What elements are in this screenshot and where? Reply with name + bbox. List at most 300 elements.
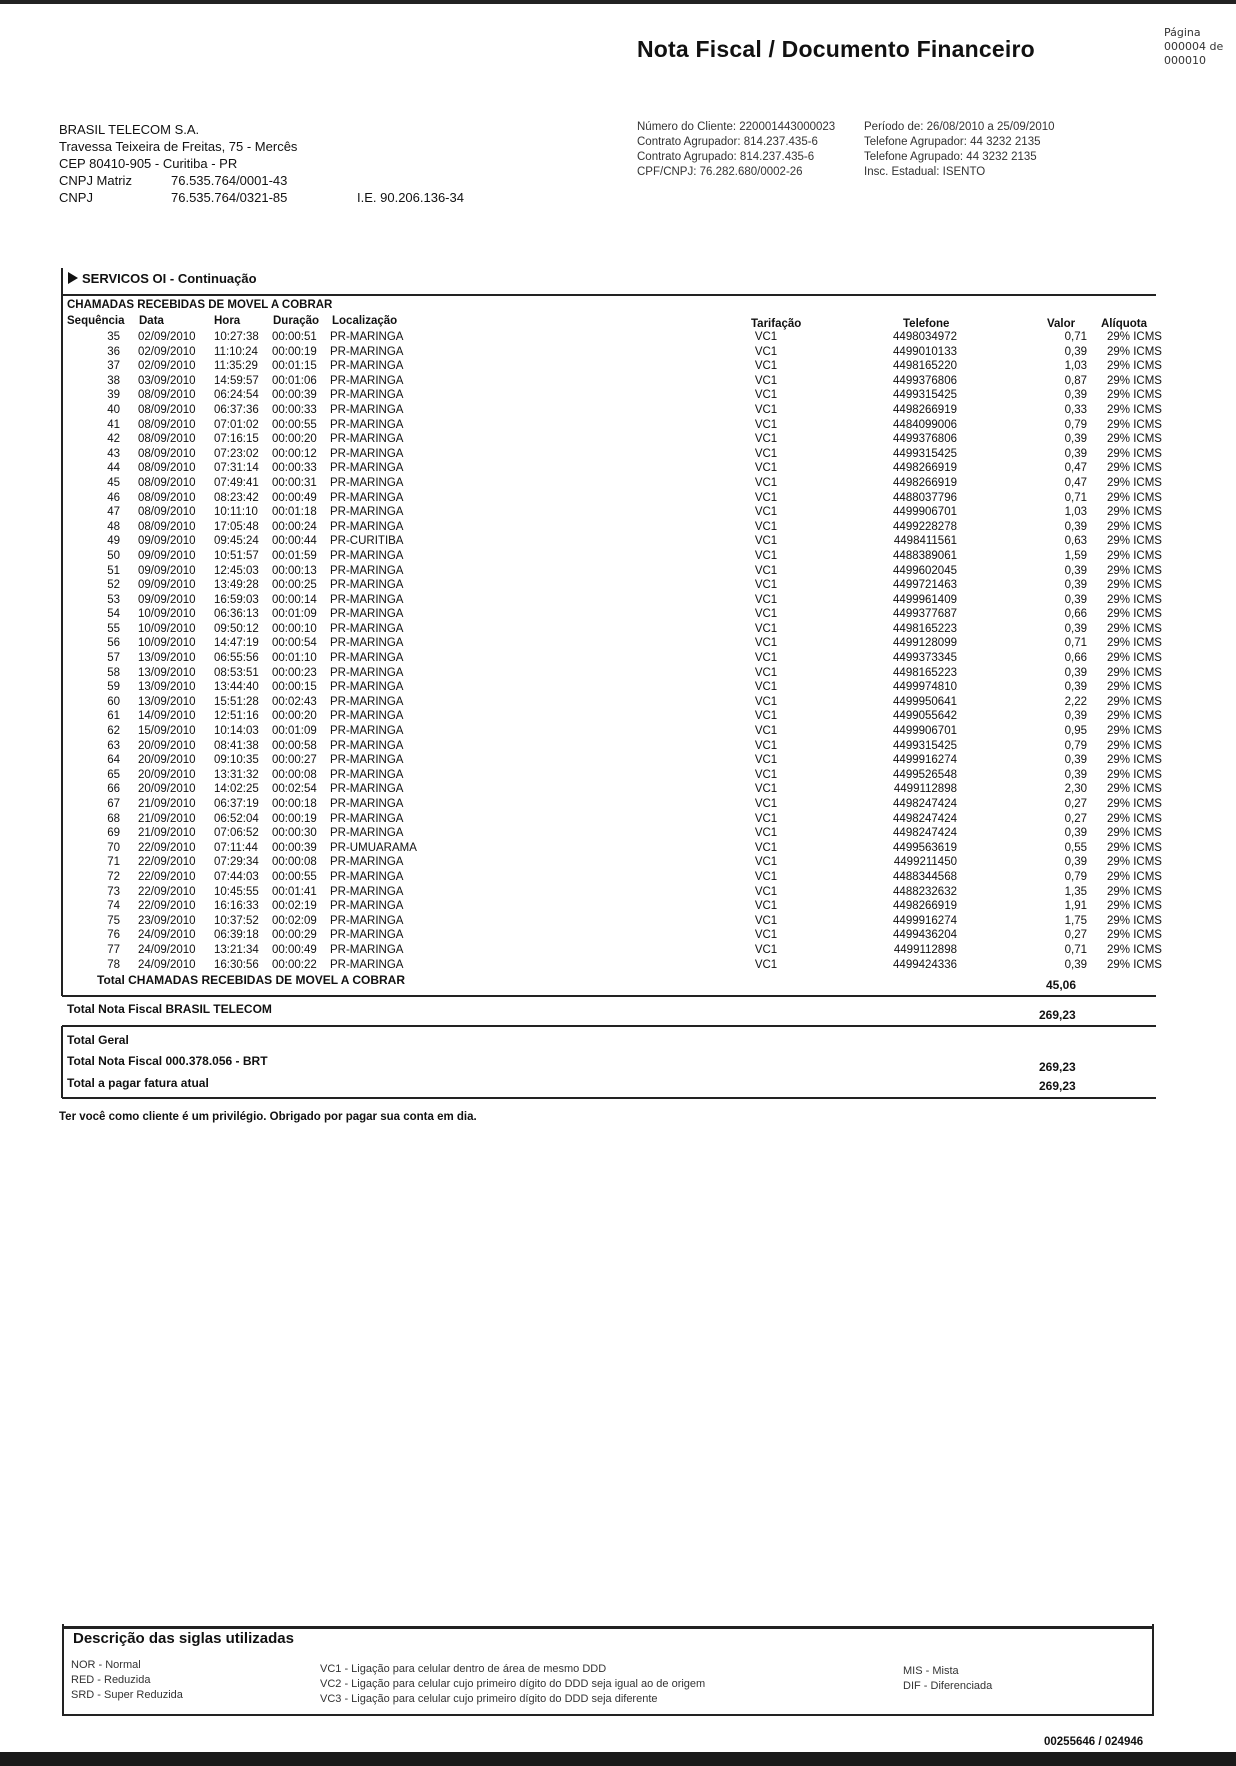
table-row bbox=[64, 403, 1177, 418]
legend-item: VC2 - Ligação para celular cujo primeiro dígito do DDD seja igual ao de origem bbox=[320, 1678, 706, 1690]
call-location: PR-MARINGA bbox=[330, 579, 404, 592]
call-rate: 29% ICMS bbox=[1107, 695, 1162, 708]
call-tariff: VC1 bbox=[754, 666, 778, 679]
table-row bbox=[64, 709, 1177, 724]
call-phone: 4499315425 bbox=[893, 389, 957, 402]
call-value: 0,79 bbox=[1064, 870, 1087, 883]
call-value: 0,79 bbox=[1064, 418, 1087, 431]
call-date: 09/09/2010 bbox=[138, 593, 196, 606]
call-time: 10:14:03 bbox=[214, 725, 259, 738]
phone-agrupado: Telefone Agrupado: 44 3232 2135 bbox=[864, 151, 1037, 163]
call-tariff: VC1 bbox=[754, 360, 778, 373]
call-rate: 29% ICMS bbox=[1107, 929, 1162, 942]
call-tariff: VC1 bbox=[754, 958, 778, 971]
call-time: 13:44:40 bbox=[214, 681, 259, 694]
call-tariff: VC1 bbox=[754, 374, 778, 387]
call-location: PR-MARINGA bbox=[330, 331, 404, 343]
table-row bbox=[64, 622, 1177, 637]
call-value: 2,22 bbox=[1064, 695, 1087, 708]
call-location: PR-MARINGA bbox=[330, 374, 404, 387]
call-seq: 46 bbox=[107, 491, 120, 504]
call-date: 08/09/2010 bbox=[138, 447, 196, 460]
call-date: 03/09/2010 bbox=[138, 374, 196, 387]
call-duration: 00:00:30 bbox=[272, 827, 317, 840]
call-seq: 36 bbox=[107, 345, 120, 358]
table-row bbox=[64, 607, 1177, 622]
call-phone: 4499055642 bbox=[893, 710, 957, 723]
call-time: 12:51:16 bbox=[214, 710, 259, 723]
call-date: 22/09/2010 bbox=[138, 900, 196, 913]
call-rate: 29% ICMS bbox=[1107, 564, 1162, 577]
legend-item: VC1 - Ligação para celular dentro de área de mesmo DDD bbox=[320, 1663, 607, 1675]
call-duration: 00:00:33 bbox=[272, 403, 317, 416]
call-date: 08/09/2010 bbox=[138, 403, 196, 416]
section-title bbox=[68, 271, 257, 286]
call-location: PR-MARINGA bbox=[330, 403, 404, 416]
col-header-rate: Alíquota bbox=[1101, 318, 1147, 330]
call-date: 08/09/2010 bbox=[138, 389, 196, 402]
call-phone: 4499950641 bbox=[893, 695, 957, 708]
call-phone: 4499315425 bbox=[893, 739, 957, 752]
call-value: 0,33 bbox=[1064, 403, 1087, 416]
call-date: 20/09/2010 bbox=[138, 768, 196, 781]
call-phone: 4499128099 bbox=[893, 637, 957, 650]
call-rate: 29% ICMS bbox=[1107, 389, 1162, 402]
phone-agrupador: Telefone Agrupador: 44 3232 2135 bbox=[864, 136, 1041, 148]
call-value: 0,39 bbox=[1064, 666, 1087, 679]
call-phone: 4488232632 bbox=[893, 885, 957, 898]
call-value: 0,39 bbox=[1064, 622, 1087, 635]
table-row bbox=[64, 447, 1177, 462]
call-tariff: VC1 bbox=[754, 914, 778, 927]
table-row bbox=[64, 885, 1177, 900]
table-row bbox=[64, 928, 1177, 943]
call-value: 1,91 bbox=[1064, 900, 1087, 913]
table-row bbox=[64, 782, 1177, 797]
table-row bbox=[64, 768, 1177, 783]
call-date: 13/09/2010 bbox=[138, 681, 196, 694]
frame-left-border bbox=[61, 268, 63, 996]
call-date: 02/09/2010 bbox=[138, 331, 196, 343]
call-location: PR-MARINGA bbox=[330, 564, 404, 577]
call-time: 07:06:52 bbox=[214, 827, 259, 840]
call-location: PR-MARINGA bbox=[330, 418, 404, 431]
call-phone: 4499112898 bbox=[893, 783, 957, 796]
col-header-seq: Sequência bbox=[67, 315, 125, 327]
call-location: PR-MARINGA bbox=[330, 491, 404, 504]
call-duration: 00:00:31 bbox=[272, 476, 317, 489]
call-location: PR-MARINGA bbox=[330, 652, 404, 665]
call-time: 06:55:56 bbox=[214, 652, 259, 665]
table-row bbox=[64, 461, 1177, 476]
call-date: 24/09/2010 bbox=[138, 943, 196, 956]
table-row bbox=[64, 549, 1177, 564]
call-seq: 75 bbox=[107, 914, 120, 927]
call-value: 0,71 bbox=[1064, 491, 1087, 504]
call-phone: 4488389061 bbox=[893, 549, 957, 562]
legend-call-types bbox=[320, 1662, 705, 1707]
table-row bbox=[64, 374, 1177, 389]
call-rate: 29% ICMS bbox=[1107, 885, 1162, 898]
contract-agrupado: Contrato Agrupado: 814.237.435-6 bbox=[637, 151, 815, 163]
call-phone: 4499526548 bbox=[893, 768, 957, 781]
call-tariff: VC1 bbox=[754, 608, 778, 621]
call-tariff: VC1 bbox=[754, 943, 778, 956]
call-location: PR-MARINGA bbox=[330, 958, 404, 971]
call-duration: 00:00:39 bbox=[272, 389, 317, 402]
call-date: 20/09/2010 bbox=[138, 739, 196, 752]
call-date: 02/09/2010 bbox=[138, 345, 196, 358]
table-row bbox=[64, 870, 1177, 885]
call-tariff: VC1 bbox=[754, 798, 778, 810]
call-location: PR-MARINGA bbox=[330, 622, 404, 635]
call-time: 09:10:35 bbox=[214, 754, 259, 767]
call-location: PR-MARINGA bbox=[330, 462, 404, 475]
call-value: 1,03 bbox=[1064, 506, 1087, 519]
call-time: 14:59:57 bbox=[214, 374, 259, 387]
table-row bbox=[64, 476, 1177, 491]
table-row bbox=[64, 914, 1177, 929]
call-value: 0,39 bbox=[1064, 447, 1087, 460]
call-duration: 00:02:19 bbox=[272, 900, 317, 913]
call-rate: 29% ICMS bbox=[1107, 856, 1162, 869]
call-phone: 4499228278 bbox=[893, 520, 957, 533]
call-phone: 4499211450 bbox=[893, 856, 957, 869]
call-time: 15:51:28 bbox=[214, 695, 259, 708]
call-seq: 72 bbox=[107, 870, 120, 883]
col-header-location: Localização bbox=[332, 315, 398, 327]
call-duration: 00:00:49 bbox=[272, 943, 317, 956]
call-tariff: VC1 bbox=[754, 856, 778, 869]
call-time: 11:10:24 bbox=[214, 345, 258, 358]
totals-left-border bbox=[61, 1026, 63, 1098]
call-time: 07:11:44 bbox=[214, 841, 258, 854]
call-phone: 4499906701 bbox=[893, 506, 957, 519]
cnpj-matriz-value: 76.535.764/0001-43 bbox=[171, 173, 288, 188]
call-seq: 37 bbox=[107, 360, 120, 373]
call-rate: 29% ICMS bbox=[1107, 506, 1162, 519]
call-location: PR-MARINGA bbox=[330, 783, 404, 796]
call-time: 07:44:03 bbox=[214, 870, 259, 883]
call-value: 0,55 bbox=[1064, 841, 1087, 854]
top-edge bbox=[0, 0, 1236, 4]
call-duration: 00:02:09 bbox=[272, 914, 317, 927]
call-phone: 4499376806 bbox=[893, 374, 957, 387]
call-tariff: VC1 bbox=[754, 447, 778, 460]
call-value: 0,71 bbox=[1064, 331, 1087, 343]
call-duration: 00:01:09 bbox=[272, 608, 317, 621]
call-phone: 4499424336 bbox=[893, 958, 957, 971]
call-duration: 00:00:18 bbox=[272, 798, 317, 810]
table-row bbox=[64, 432, 1177, 447]
call-duration: 00:00:29 bbox=[272, 929, 317, 942]
call-phone: 4498165223 bbox=[893, 622, 957, 635]
call-duration: 00:00:49 bbox=[272, 491, 317, 504]
legend-item: MIS - Mista bbox=[903, 1665, 959, 1677]
table-row bbox=[64, 593, 1177, 608]
call-location: PR-MARINGA bbox=[330, 798, 404, 810]
call-value: 0,39 bbox=[1064, 564, 1087, 577]
client-number: Número do Cliente: 220001443000023 bbox=[637, 121, 836, 133]
call-location: PR-MARINGA bbox=[330, 447, 404, 460]
call-duration: 00:01:06 bbox=[272, 374, 317, 387]
section-total-label: Total CHAMADAS RECEBIDAS DE MOVEL A COBRAR bbox=[97, 973, 406, 987]
call-location: PR-MARINGA bbox=[330, 593, 404, 606]
call-time: 13:49:28 bbox=[214, 579, 259, 592]
call-seq: 53 bbox=[107, 593, 120, 606]
call-seq: 52 bbox=[107, 579, 120, 592]
call-seq: 59 bbox=[107, 681, 120, 694]
call-time: 07:16:15 bbox=[214, 433, 259, 446]
call-time: 16:30:56 bbox=[214, 958, 259, 971]
call-time: 08:41:38 bbox=[214, 739, 259, 752]
call-tariff: VC1 bbox=[754, 827, 778, 840]
call-tariff: VC1 bbox=[754, 520, 778, 533]
call-phone: 4484099006 bbox=[893, 418, 957, 431]
call-date: 08/09/2010 bbox=[138, 433, 196, 446]
table-row bbox=[64, 826, 1177, 841]
call-duration: 00:00:58 bbox=[272, 739, 317, 752]
call-value: 0,47 bbox=[1064, 462, 1087, 475]
call-rate: 29% ICMS bbox=[1107, 608, 1162, 621]
call-date: 08/09/2010 bbox=[138, 462, 196, 475]
call-phone: 4498165223 bbox=[893, 666, 957, 679]
call-phone: 4499315425 bbox=[893, 447, 957, 460]
call-rate: 29% ICMS bbox=[1107, 403, 1162, 416]
call-time: 12:45:03 bbox=[214, 564, 259, 577]
call-duration: 00:00:08 bbox=[272, 768, 317, 781]
call-rate: 29% ICMS bbox=[1107, 331, 1162, 343]
call-phone: 4498266919 bbox=[893, 403, 957, 416]
call-duration: 00:00:27 bbox=[272, 754, 317, 767]
call-rate: 29% ICMS bbox=[1107, 491, 1162, 504]
call-seq: 49 bbox=[107, 535, 120, 548]
call-date: 10/09/2010 bbox=[138, 637, 196, 650]
call-phone: 4498034972 bbox=[893, 331, 957, 343]
client-cpf-cnpj: CPF/CNPJ: 76.282.680/0002-26 bbox=[637, 166, 803, 178]
call-tariff: VC1 bbox=[754, 622, 778, 635]
table-row bbox=[64, 899, 1177, 914]
call-tariff: VC1 bbox=[754, 476, 778, 489]
call-time: 10:11:10 bbox=[214, 506, 258, 519]
table-row bbox=[64, 797, 1177, 812]
call-date: 08/09/2010 bbox=[138, 476, 196, 489]
table-row bbox=[64, 695, 1177, 710]
company-address: Travessa Teixeira de Freitas, 75 - Mercês bbox=[59, 139, 298, 154]
table-row bbox=[64, 958, 1177, 973]
col-header-tariff: Tarifação bbox=[751, 318, 802, 330]
document-number: 00255646 / 024946 bbox=[1044, 1736, 1144, 1748]
call-time: 07:23:02 bbox=[214, 447, 259, 460]
client-info-right bbox=[864, 120, 1055, 180]
call-rate: 29% ICMS bbox=[1107, 360, 1162, 373]
call-seq: 42 bbox=[107, 433, 120, 446]
call-seq: 70 bbox=[107, 841, 120, 854]
call-tariff: VC1 bbox=[754, 389, 778, 402]
call-value: 1,35 bbox=[1064, 885, 1087, 898]
call-phone: 4499010133 bbox=[893, 345, 957, 358]
table-row bbox=[64, 578, 1177, 593]
call-date: 08/09/2010 bbox=[138, 520, 196, 533]
call-rate: 29% ICMS bbox=[1107, 622, 1162, 635]
call-date: 21/09/2010 bbox=[138, 812, 196, 825]
call-phone: 4498247424 bbox=[893, 798, 957, 810]
call-duration: 00:01:10 bbox=[272, 652, 317, 665]
call-rate: 29% ICMS bbox=[1107, 783, 1162, 796]
subsection-title: CHAMADAS RECEBIDAS DE MOVEL A COBRAR bbox=[67, 299, 333, 311]
call-time: 06:37:36 bbox=[214, 403, 259, 416]
call-time: 08:23:42 bbox=[214, 491, 259, 504]
call-value: 0,39 bbox=[1064, 433, 1087, 446]
call-date: 22/09/2010 bbox=[138, 885, 196, 898]
table-row bbox=[64, 855, 1177, 870]
call-phone: 4499906701 bbox=[893, 725, 957, 738]
call-duration: 00:00:54 bbox=[272, 637, 317, 650]
call-value: 0,66 bbox=[1064, 652, 1087, 665]
table-row bbox=[64, 666, 1177, 681]
call-rate: 29% ICMS bbox=[1107, 841, 1162, 854]
call-time: 16:59:03 bbox=[214, 593, 259, 606]
call-date: 09/09/2010 bbox=[138, 564, 196, 577]
col-header-duration: Duração bbox=[273, 315, 320, 327]
contract-agrupador: Contrato Agrupador: 814.237.435-6 bbox=[637, 136, 818, 148]
call-phone: 4498247424 bbox=[893, 812, 957, 825]
call-time: 07:29:34 bbox=[214, 856, 259, 869]
call-seq: 40 bbox=[107, 403, 120, 416]
call-rate: 29% ICMS bbox=[1107, 345, 1162, 358]
call-seq: 55 bbox=[107, 622, 120, 635]
call-seq: 47 bbox=[107, 506, 120, 519]
call-rate: 29% ICMS bbox=[1107, 710, 1162, 723]
call-value: 0,27 bbox=[1064, 929, 1087, 942]
call-rate: 29% ICMS bbox=[1107, 666, 1162, 679]
col-header-date: Data bbox=[139, 315, 164, 327]
call-tariff: VC1 bbox=[754, 812, 778, 825]
call-tariff: VC1 bbox=[754, 637, 778, 650]
call-value: 0,39 bbox=[1064, 593, 1087, 606]
call-date: 20/09/2010 bbox=[138, 754, 196, 767]
call-seq: 66 bbox=[107, 783, 120, 796]
call-rate: 29% ICMS bbox=[1107, 798, 1162, 810]
call-tariff: VC1 bbox=[754, 345, 778, 358]
call-time: 08:53:51 bbox=[214, 666, 259, 679]
legend-item: SRD - Super Reduzida bbox=[71, 1689, 183, 1701]
call-value: 0,39 bbox=[1064, 345, 1087, 358]
call-tariff: VC1 bbox=[754, 929, 778, 942]
call-value: 0,39 bbox=[1064, 754, 1087, 767]
call-location: PR-MARINGA bbox=[330, 885, 404, 898]
table-row bbox=[64, 345, 1177, 360]
legend-other-types bbox=[903, 1664, 992, 1694]
call-duration: 00:00:20 bbox=[272, 710, 317, 723]
call-duration: 00:00:24 bbox=[272, 520, 317, 533]
call-seq: 76 bbox=[107, 929, 120, 942]
call-rate: 29% ICMS bbox=[1107, 535, 1162, 548]
col-header-value: Valor bbox=[1047, 318, 1076, 330]
call-seq: 35 bbox=[107, 331, 120, 343]
call-duration: 00:00:55 bbox=[272, 870, 317, 883]
call-location: PR-MARINGA bbox=[330, 360, 404, 373]
call-value: 0,71 bbox=[1064, 943, 1087, 956]
col-header-phone: Telefone bbox=[903, 318, 950, 330]
call-tariff: VC1 bbox=[754, 870, 778, 883]
call-value: 0,71 bbox=[1064, 637, 1087, 650]
nf-brt-total-value: 269,23 bbox=[1039, 1008, 1076, 1022]
call-value: 0,39 bbox=[1064, 389, 1087, 402]
call-phone: 4499974810 bbox=[893, 681, 957, 694]
call-rate: 29% ICMS bbox=[1107, 433, 1162, 446]
table-row bbox=[64, 330, 1177, 345]
call-seq: 65 bbox=[107, 768, 120, 781]
table-row bbox=[64, 753, 1177, 768]
call-date: 24/09/2010 bbox=[138, 958, 196, 971]
call-phone: 4499376806 bbox=[893, 433, 957, 446]
call-location: PR-MARINGA bbox=[330, 943, 404, 956]
call-rate: 29% ICMS bbox=[1107, 900, 1162, 913]
call-value: 0,39 bbox=[1064, 520, 1087, 533]
call-time: 07:01:02 bbox=[214, 418, 259, 431]
call-tariff: VC1 bbox=[754, 841, 778, 854]
call-phone: 4498266919 bbox=[893, 900, 957, 913]
call-phone: 4488344568 bbox=[893, 870, 957, 883]
call-location: PR-MARINGA bbox=[330, 710, 404, 723]
legend-tariff-types bbox=[71, 1658, 183, 1703]
call-time: 06:39:18 bbox=[214, 929, 259, 942]
call-phone: 4499916274 bbox=[893, 754, 957, 767]
call-seq: 56 bbox=[107, 637, 120, 650]
call-location: PR-MARINGA bbox=[330, 506, 404, 519]
call-phone: 4499436204 bbox=[893, 929, 957, 942]
call-date: 24/09/2010 bbox=[138, 929, 196, 942]
call-phone: 4498411561 bbox=[893, 535, 957, 548]
call-duration: 00:02:54 bbox=[272, 783, 317, 796]
section-rule bbox=[62, 294, 1156, 296]
call-seq: 48 bbox=[107, 520, 120, 533]
call-duration: 00:00:25 bbox=[272, 579, 317, 592]
call-duration: 00:00:51 bbox=[272, 331, 317, 343]
amount-due-value: 269,23 bbox=[1039, 1079, 1076, 1093]
call-phone: 4488037796 bbox=[893, 491, 957, 504]
billing-period: Período de: 26/08/2010 a 25/09/2010 bbox=[864, 121, 1055, 133]
call-tariff: VC1 bbox=[754, 418, 778, 431]
call-tariff: VC1 bbox=[754, 652, 778, 665]
call-time: 13:21:34 bbox=[214, 943, 259, 956]
call-phone: 4499377687 bbox=[893, 608, 957, 621]
call-rate: 29% ICMS bbox=[1107, 725, 1162, 738]
client-info-left bbox=[637, 120, 835, 180]
cnpj-label: CNPJ bbox=[59, 190, 93, 205]
call-phone: 4499916274 bbox=[893, 914, 957, 927]
call-tariff: VC1 bbox=[754, 900, 778, 913]
table-row bbox=[64, 943, 1177, 958]
legend-item: DIF - Diferenciada bbox=[903, 1680, 993, 1692]
call-seq: 50 bbox=[107, 549, 120, 562]
company-cep: CEP 80410-905 - Curitiba - PR bbox=[59, 156, 238, 171]
call-duration: 00:00:55 bbox=[272, 418, 317, 431]
call-seq: 57 bbox=[107, 652, 120, 665]
call-phone: 4498247424 bbox=[893, 827, 957, 840]
call-duration: 00:00:23 bbox=[272, 666, 317, 679]
call-value: 0,47 bbox=[1064, 476, 1087, 489]
call-location: PR-MARINGA bbox=[330, 637, 404, 650]
call-rate: 29% ICMS bbox=[1107, 447, 1162, 460]
call-tariff: VC1 bbox=[754, 564, 778, 577]
call-phone: 4498165220 bbox=[893, 360, 957, 373]
call-location: PR-MARINGA bbox=[330, 768, 404, 781]
call-seq: 67 bbox=[107, 798, 120, 810]
call-date: 22/09/2010 bbox=[138, 856, 196, 869]
table-row bbox=[64, 505, 1177, 520]
